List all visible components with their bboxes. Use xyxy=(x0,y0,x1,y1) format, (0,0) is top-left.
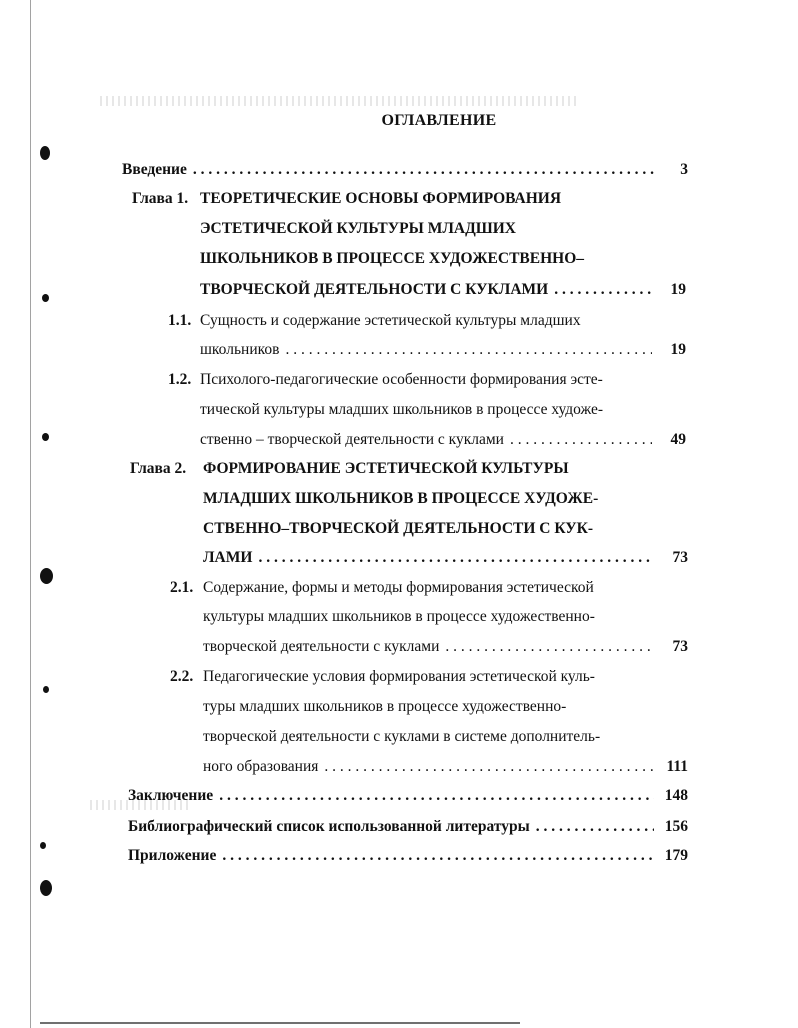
section1-1-number: 1.1. xyxy=(168,312,192,329)
section1-1-title-last: школьников . . . 19 xyxy=(200,340,686,360)
section1-1-page: 19 xyxy=(670,341,686,358)
toc-leader-dots xyxy=(324,757,654,777)
section1-1-title-line: Сущность и содержание эстетической культуры младших xyxy=(200,312,581,329)
toc-bibliography xyxy=(128,817,688,837)
chapter2-title-line: СТВЕННО–ТВОРЧЕСКОЙ ДЕЯТЕЛЬНОСТИ С КУК- xyxy=(203,520,594,537)
scan-noise xyxy=(100,96,580,106)
toc-intro-page: 3 xyxy=(680,161,688,178)
toc-leader-dots xyxy=(554,280,652,300)
toc-leader-dots xyxy=(510,430,652,450)
section1-2-number: 1.2. xyxy=(168,371,192,388)
section2-2-title-last: ного образования . . . 111 xyxy=(203,757,688,777)
toc-bibliography-label: Библиографический список использованной литературы xyxy=(128,818,530,835)
ink-blot xyxy=(40,842,46,849)
section2-2-number: 2.2. xyxy=(170,668,194,685)
toc-intro-label: Введение xyxy=(122,161,187,178)
toc-intro xyxy=(122,160,688,180)
scan-edge-line xyxy=(30,0,31,1028)
chapter2-title-line: ФОРМИРОВАНИЕ ЭСТЕТИЧЕСКОЙ КУЛЬТУРЫ xyxy=(203,460,569,477)
section2-1-title-line: культуры младших школьников в процессе художественно- xyxy=(203,608,595,625)
section2-2-title-line: туры младших школьников в процессе художественно- xyxy=(203,698,567,715)
chapter1-title-line: ТЕОРЕТИЧЕСКИЕ ОСНОВЫ ФОРМИРОВАНИЯ xyxy=(200,190,562,207)
chapter1-title-line: ШКОЛЬНИКОВ В ПРОЦЕССЕ ХУДОЖЕСТВЕННО– xyxy=(200,250,585,267)
page-title: ОГЛАВЛЕНИЕ xyxy=(381,112,497,129)
toc-leader-dots xyxy=(219,786,654,806)
chapter2-title-last: ЛАМИ . . . 73 xyxy=(203,548,688,568)
toc-leader-dots xyxy=(536,817,654,837)
section2-1-title-last: творческой деятельности с куклами . . . 73 xyxy=(203,637,688,657)
toc-appendix-label: Приложение xyxy=(128,847,217,864)
chapter2-number: Глава 2. xyxy=(130,460,187,477)
toc-leader-dots xyxy=(193,160,654,180)
toc-leader-dots xyxy=(222,846,654,866)
section2-2-title-line: Педагогические условия формирования эстетической куль- xyxy=(203,668,595,685)
chapter1-title-line: ЭСТЕТИЧЕСКОЙ КУЛЬТУРЫ МЛАДШИХ xyxy=(200,220,517,237)
ink-blot xyxy=(42,294,49,302)
section2-1-number: 2.1. xyxy=(170,579,194,596)
toc-appendix-page: 179 xyxy=(664,847,688,864)
ink-blot xyxy=(40,880,52,896)
ink-blot xyxy=(43,686,49,693)
toc-bibliography-page: 156 xyxy=(664,818,688,835)
toc-appendix xyxy=(128,846,688,866)
toc-conclusion-label: Заключение xyxy=(128,787,214,804)
section2-2-page: 111 xyxy=(666,758,688,775)
toc-leader-dots xyxy=(258,548,654,568)
toc-leader-dots xyxy=(445,637,654,657)
toc-leader-dots xyxy=(285,340,652,360)
scan-bottom-line xyxy=(40,1022,520,1024)
chapter2-page: 73 xyxy=(672,549,688,566)
chapter1-title-last: ТВОРЧЕСКОЙ ДЕЯТЕЛЬНОСТИ С КУКЛАМИ . . . 19 xyxy=(200,280,686,300)
ink-blot xyxy=(40,146,50,160)
section2-2-title-line: творческой деятельности с куклами в системе дополнитель- xyxy=(203,728,601,745)
section1-2-title-last: ственно – творческой деятельности с куклами . . . 49 xyxy=(200,430,686,450)
toc-conclusion-page: 148 xyxy=(664,787,688,804)
chapter1-page: 19 xyxy=(670,281,686,298)
toc-conclusion xyxy=(128,786,688,806)
ink-blot xyxy=(42,433,49,441)
section2-1-page: 73 xyxy=(672,638,688,655)
chapter1-number: Глава 1. xyxy=(132,190,189,207)
section1-2-page: 49 xyxy=(670,431,686,448)
ink-blot xyxy=(40,568,53,584)
chapter2-title-line: МЛАДШИХ ШКОЛЬНИКОВ В ПРОЦЕССЕ ХУДОЖЕ- xyxy=(203,490,599,507)
section2-1-title-line: Содержание, формы и методы формирования эстетической xyxy=(203,579,594,596)
section1-2-title-line: Психолого-педагогические особенности формирования эсте- xyxy=(200,371,603,388)
section1-2-title-line: тической культуры младших школьников в процессе художе- xyxy=(200,401,604,418)
